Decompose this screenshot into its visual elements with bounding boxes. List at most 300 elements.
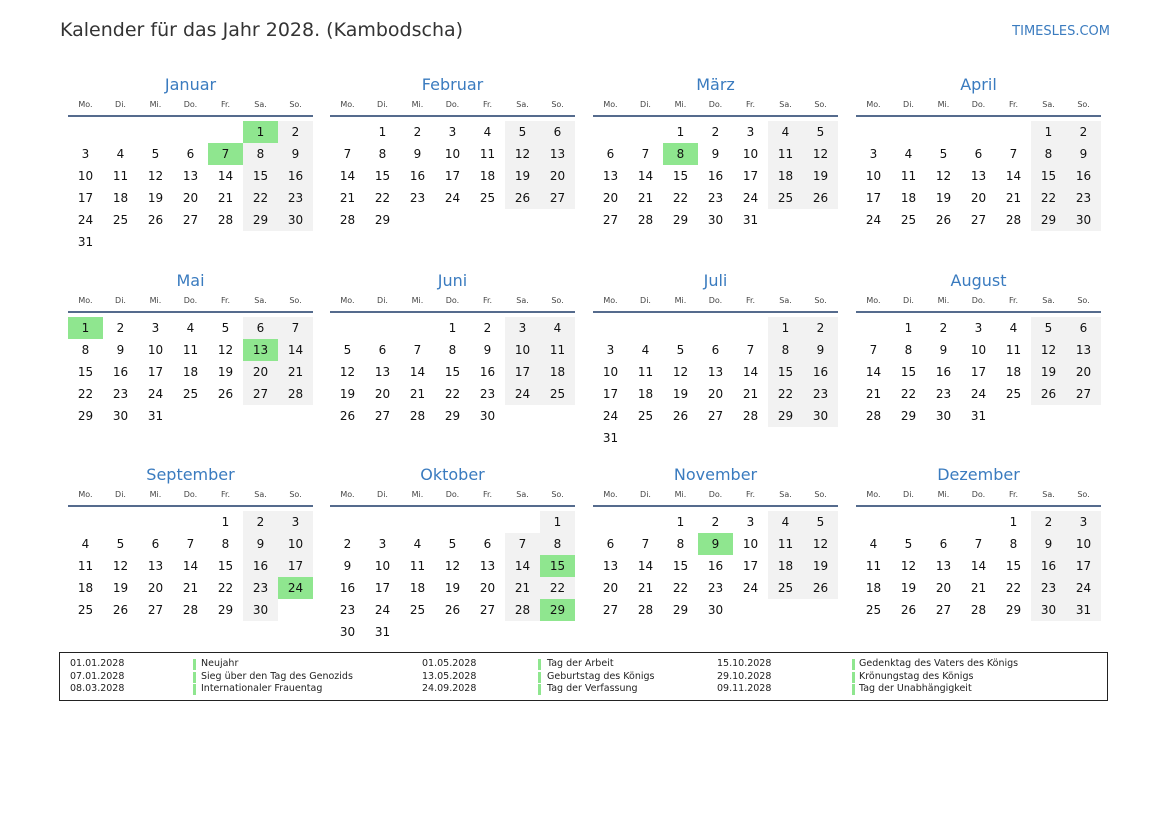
day-cell: 6 (606, 147, 615, 161)
day-cell: 4 (1009, 321, 1018, 335)
day-cell: 20 (707, 387, 724, 401)
day-cell: 3 (448, 125, 457, 139)
holiday-day-cell: 7 (208, 143, 243, 165)
holiday-marker (538, 659, 541, 670)
day-cell: 6 (378, 343, 387, 357)
day-cell: 18 (768, 165, 803, 187)
day-cell: 14 (217, 169, 234, 183)
day-cell: 16 (707, 559, 724, 573)
weekday-header: Mo. (340, 296, 355, 305)
day-cell: 31 (602, 431, 619, 445)
holiday-name: Tag der Unabhängigkeit (859, 683, 972, 694)
day-cell: 26 (339, 409, 356, 423)
day-cell: 14 (278, 339, 313, 361)
weekday-header: Di. (903, 296, 914, 305)
day-cell: 26 (505, 187, 540, 209)
day-cell: 29 (1005, 603, 1022, 617)
day-cell: 27 (970, 213, 987, 227)
day-cell: 14 (742, 365, 759, 379)
month-märz (593, 75, 838, 265)
holiday-day-cell: 24 (278, 577, 313, 599)
day-cell: 8 (768, 339, 803, 361)
day-cell: 15 (672, 169, 689, 183)
holiday-day-cell: 8 (663, 143, 698, 165)
day-cell: 30 (707, 603, 724, 617)
header-rule (593, 505, 838, 507)
weekday-header: Di. (640, 296, 651, 305)
day-cell: 16 (707, 169, 724, 183)
day-cell: 14 (182, 559, 199, 573)
weekday-header: Do. (971, 296, 986, 305)
day-cell: 14 (865, 365, 882, 379)
header-rule (68, 505, 313, 507)
day-cell: 24 (865, 213, 882, 227)
weekday-header: Fr. (220, 296, 231, 305)
weekday-header: Sa. (516, 296, 529, 305)
day-cell: 29 (77, 409, 94, 423)
holiday-date: 08.03.2028 (70, 683, 125, 694)
day-cell: 28 (970, 603, 987, 617)
day-cell: 29 (374, 213, 391, 227)
day-cell: 29 (672, 603, 689, 617)
day-cell: 17 (278, 555, 313, 577)
day-cell: 4 (116, 147, 125, 161)
day-cell: 20 (602, 581, 619, 595)
day-cell: 4 (768, 121, 803, 143)
day-cell: 22 (444, 387, 461, 401)
weekday-header: Do. (183, 296, 198, 305)
day-cell: 13 (602, 559, 619, 573)
day-cell: 11 (1005, 343, 1022, 357)
day-cell: 7 (641, 147, 650, 161)
day-cell: 1 (768, 317, 803, 339)
day-cell: 3 (606, 343, 615, 357)
day-cell: 16 (479, 365, 496, 379)
day-cell: 24 (505, 383, 540, 405)
day-cell: 5 (904, 537, 913, 551)
month-name: Februar (421, 75, 484, 94)
day-cell: 11 (768, 143, 803, 165)
day-cell: 23 (935, 387, 952, 401)
day-cell: 12 (444, 559, 461, 573)
holiday-date: 13.05.2028 (422, 670, 477, 682)
day-cell: 5 (803, 121, 838, 143)
day-cell: 15 (77, 365, 94, 379)
day-cell: 17 (602, 387, 619, 401)
day-cell: 26 (803, 187, 838, 209)
day-cell: 8 (1031, 143, 1066, 165)
day-cell: 10 (278, 533, 313, 555)
weekday-header: Fr. (220, 100, 231, 109)
holiday-date: 09.11.2028 (717, 683, 772, 694)
weekday-header: Fr. (1008, 100, 1019, 109)
day-cell: 14 (409, 365, 426, 379)
day-cell: 25 (540, 383, 575, 405)
day-cell: 16 (803, 361, 838, 383)
page-title: Kalender für das Jahr 2028. (Kambodscha) (60, 19, 464, 41)
day-cell: 12 (803, 143, 838, 165)
weekday-header: So. (1077, 296, 1090, 305)
day-cell: 7 (1009, 147, 1018, 161)
month-name: Juni (437, 271, 468, 290)
day-cell: 21 (182, 581, 199, 595)
day-cell: 31 (147, 409, 164, 423)
weekday-header: So. (289, 100, 302, 109)
day-cell: 27 (540, 187, 575, 209)
day-cell: 24 (602, 409, 619, 423)
day-cell: 4 (413, 537, 422, 551)
holiday-day-cell: 15 (540, 555, 575, 577)
day-cell: 18 (865, 581, 882, 595)
day-cell: 7 (869, 343, 878, 357)
day-cell: 29 (900, 409, 917, 423)
day-cell: 11 (768, 533, 803, 555)
day-cell: 31 (77, 235, 94, 249)
header-rule (330, 311, 575, 313)
day-cell: 28 (637, 603, 654, 617)
day-cell: 23 (803, 383, 838, 405)
day-cell: 25 (112, 213, 129, 227)
day-cell: 17 (865, 191, 882, 205)
holiday-name: Internationaler Frauentag (201, 683, 323, 694)
day-cell: 23 (112, 387, 129, 401)
weekday-header: Sa. (254, 100, 267, 109)
weekday-header: Mi. (149, 296, 162, 305)
site-link[interactable]: TIMESLES.COM (1012, 24, 1110, 39)
holiday-day-cell: 1 (68, 317, 103, 339)
weekday-header: Sa. (516, 100, 529, 109)
day-cell: 22 (540, 577, 575, 599)
weekday-header: Mo. (78, 100, 93, 109)
day-cell: 2 (243, 511, 278, 533)
day-cell: 16 (1066, 165, 1101, 187)
day-cell: 25 (768, 577, 803, 599)
day-cell: 10 (742, 537, 759, 551)
day-cell: 21 (217, 191, 234, 205)
day-cell: 23 (707, 581, 724, 595)
day-cell: 22 (77, 387, 94, 401)
day-cell: 13 (602, 169, 619, 183)
day-cell: 5 (505, 121, 540, 143)
day-cell: 14 (970, 559, 987, 573)
day-cell: 31 (970, 409, 987, 423)
month-name: Juli (703, 271, 728, 290)
month-name: Mai (176, 271, 205, 290)
day-cell: 12 (217, 343, 234, 357)
day-cell: 15 (243, 165, 278, 187)
day-cell: 31 (1066, 599, 1101, 621)
day-cell: 30 (935, 409, 952, 423)
day-cell: 24 (444, 191, 461, 205)
day-cell: 19 (803, 555, 838, 577)
day-cell: 6 (939, 537, 948, 551)
month-name: November (673, 465, 758, 484)
weekday-header: Fr. (482, 296, 493, 305)
holiday-day-cell: 13 (243, 339, 278, 361)
day-cell: 24 (970, 387, 987, 401)
day-cell: 23 (1031, 577, 1066, 599)
day-cell: 22 (1005, 581, 1022, 595)
day-cell: 8 (1009, 537, 1018, 551)
day-cell: 19 (803, 165, 838, 187)
day-cell: 17 (970, 365, 987, 379)
day-cell: 18 (77, 581, 94, 595)
day-cell: 8 (221, 537, 230, 551)
weekday-header: So. (1077, 100, 1090, 109)
day-cell: 18 (768, 555, 803, 577)
day-cell: 5 (803, 511, 838, 533)
header-rule (593, 311, 838, 313)
day-cell: 25 (637, 409, 654, 423)
day-cell: 6 (974, 147, 983, 161)
day-cell: 3 (278, 511, 313, 533)
weekday-header: Sa. (1042, 100, 1055, 109)
day-cell: 27 (602, 213, 619, 227)
day-cell: 11 (409, 559, 426, 573)
weekday-header: Mi. (149, 490, 162, 499)
day-cell: 8 (540, 533, 575, 555)
weekday-header: Fr. (482, 490, 493, 499)
day-cell: 26 (935, 213, 952, 227)
weekday-header: Sa. (516, 490, 529, 499)
day-cell: 5 (1031, 317, 1066, 339)
day-cell: 25 (768, 187, 803, 209)
holiday-marker (193, 684, 196, 695)
weekday-header: Mo. (603, 490, 618, 499)
weekday-header: Fr. (482, 100, 493, 109)
day-cell: 18 (112, 191, 129, 205)
day-cell: 19 (505, 165, 540, 187)
holiday-name: Neujahr (201, 658, 239, 669)
day-cell: 12 (1031, 339, 1066, 361)
day-cell: 17 (505, 361, 540, 383)
weekday-header: Mo. (866, 296, 881, 305)
weekday-header: Sa. (779, 100, 792, 109)
day-cell: 3 (974, 321, 983, 335)
day-cell: 22 (374, 191, 391, 205)
day-cell: 20 (147, 581, 164, 595)
holiday-name: Gedenktag des Vaters des Königs (859, 658, 1019, 669)
day-cell: 30 (278, 209, 313, 231)
weekday-header: Sa. (779, 490, 792, 499)
holiday-marker (852, 684, 855, 695)
weekday-header: Sa. (779, 296, 792, 305)
header-rule (856, 505, 1101, 507)
day-cell: 20 (182, 191, 199, 205)
weekday-header: Mo. (78, 296, 93, 305)
day-cell: 30 (243, 599, 278, 621)
day-cell: 16 (1031, 555, 1066, 577)
weekday-header: Do. (971, 100, 986, 109)
month-name: Oktober (420, 465, 485, 484)
day-cell: 3 (746, 125, 755, 139)
day-cell: 23 (339, 603, 356, 617)
weekday-header: Di. (640, 490, 651, 499)
day-cell: 27 (243, 383, 278, 405)
day-cell: 28 (865, 409, 882, 423)
weekday-header: Di. (115, 296, 126, 305)
day-cell: 20 (602, 191, 619, 205)
day-cell: 16 (112, 365, 129, 379)
weekday-header: Di. (640, 100, 651, 109)
day-cell: 7 (505, 533, 540, 555)
day-cell: 4 (768, 511, 803, 533)
day-cell: 28 (637, 213, 654, 227)
weekday-header: So. (1077, 490, 1090, 499)
day-cell: 19 (935, 191, 952, 205)
day-cell: 22 (900, 387, 917, 401)
day-cell: 10 (865, 169, 882, 183)
day-cell: 5 (221, 321, 230, 335)
day-cell: 6 (606, 537, 615, 551)
day-cell: 8 (448, 343, 457, 357)
weekday-header: Mi. (937, 490, 950, 499)
day-cell: 10 (602, 365, 619, 379)
day-cell: 11 (900, 169, 917, 183)
weekday-header: Mo. (603, 296, 618, 305)
day-cell: 29 (243, 209, 278, 231)
holiday-name: Tag der Verfassung (547, 683, 638, 694)
day-cell: 13 (1066, 339, 1101, 361)
day-cell: 6 (711, 343, 720, 357)
day-cell: 6 (1066, 317, 1101, 339)
weekday-header: Do. (708, 490, 723, 499)
day-cell: 11 (182, 343, 199, 357)
day-cell: 20 (243, 361, 278, 383)
day-cell: 21 (742, 387, 759, 401)
day-cell: 6 (151, 537, 160, 551)
day-cell: 4 (869, 537, 878, 551)
holiday-date: 01.05.2028 (422, 658, 477, 669)
day-cell: 27 (707, 409, 724, 423)
day-cell: 10 (1066, 533, 1101, 555)
day-cell: 28 (1005, 213, 1022, 227)
day-cell: 21 (637, 191, 654, 205)
day-cell: 20 (374, 387, 391, 401)
weekday-header: Mi. (937, 296, 950, 305)
weekday-header: So. (551, 100, 564, 109)
weekday-header: Di. (377, 296, 388, 305)
day-cell: 11 (77, 559, 94, 573)
holiday-marker (193, 659, 196, 670)
day-cell: 4 (540, 317, 575, 339)
day-cell: 25 (77, 603, 94, 617)
day-cell: 19 (444, 581, 461, 595)
day-cell: 22 (217, 581, 234, 595)
weekday-header: Fr. (1008, 490, 1019, 499)
day-cell: 27 (147, 603, 164, 617)
month-dezember (856, 465, 1101, 655)
day-cell: 17 (1066, 555, 1101, 577)
holiday-day-cell: 1 (243, 121, 278, 143)
day-cell: 23 (707, 191, 724, 205)
day-cell: 13 (935, 559, 952, 573)
day-cell: 5 (116, 537, 125, 551)
weekday-header: So. (814, 100, 827, 109)
day-cell: 18 (540, 361, 575, 383)
weekday-header: Di. (377, 100, 388, 109)
day-cell: 8 (243, 143, 278, 165)
day-cell: 9 (243, 533, 278, 555)
day-cell: 6 (243, 317, 278, 339)
day-cell: 25 (1005, 387, 1022, 401)
day-cell: 18 (479, 169, 496, 183)
day-cell: 17 (147, 365, 164, 379)
day-cell: 21 (339, 191, 356, 205)
day-cell: 4 (186, 321, 195, 335)
day-cell: 15 (768, 361, 803, 383)
day-cell: 27 (479, 603, 496, 617)
weekday-header: Do. (445, 490, 460, 499)
day-cell: 9 (711, 147, 720, 161)
day-cell: 2 (1066, 121, 1101, 143)
day-cell: 10 (444, 147, 461, 161)
day-cell: 27 (1066, 383, 1101, 405)
day-cell: 20 (479, 581, 496, 595)
day-cell: 9 (343, 559, 352, 573)
day-cell: 30 (1066, 209, 1101, 231)
weekday-header: Fr. (745, 490, 756, 499)
day-cell: 2 (711, 125, 720, 139)
header-rule (330, 505, 575, 507)
day-cell: 2 (939, 321, 948, 335)
weekday-header: Sa. (254, 296, 267, 305)
day-cell: 19 (147, 191, 164, 205)
day-cell: 20 (935, 581, 952, 595)
month-februar (330, 75, 575, 265)
day-cell: 4 (641, 343, 650, 357)
weekday-header: Sa. (1042, 490, 1055, 499)
day-cell: 30 (479, 409, 496, 423)
day-cell: 16 (409, 169, 426, 183)
day-cell: 22 (243, 187, 278, 209)
holiday-marker (538, 684, 541, 695)
day-cell: 20 (970, 191, 987, 205)
day-cell: 23 (479, 387, 496, 401)
day-cell: 1 (676, 515, 685, 529)
day-cell: 8 (378, 147, 387, 161)
day-cell: 8 (81, 343, 90, 357)
day-cell: 3 (151, 321, 160, 335)
day-cell: 24 (374, 603, 391, 617)
day-cell: 24 (77, 213, 94, 227)
weekday-header: So. (551, 296, 564, 305)
weekday-header: Mo. (866, 490, 881, 499)
day-cell: 5 (676, 343, 685, 357)
day-cell: 11 (540, 339, 575, 361)
day-cell: 29 (217, 603, 234, 617)
day-cell: 15 (1031, 165, 1066, 187)
weekday-header: Mo. (603, 100, 618, 109)
day-cell: 1 (540, 511, 575, 533)
day-cell: 3 (1066, 511, 1101, 533)
day-cell: 18 (900, 191, 917, 205)
weekday-header: Mi. (411, 490, 424, 499)
day-cell: 19 (1031, 361, 1066, 383)
day-cell: 5 (151, 147, 160, 161)
day-cell: 29 (1031, 209, 1066, 231)
day-cell: 24 (742, 581, 759, 595)
day-cell: 22 (672, 581, 689, 595)
weekday-header: Fr. (1008, 296, 1019, 305)
holiday-marker (193, 672, 196, 683)
day-cell: 24 (147, 387, 164, 401)
day-cell: 9 (116, 343, 125, 357)
holiday-date: 15.10.2028 (717, 658, 772, 669)
weekday-header: Do. (445, 100, 460, 109)
day-cell: 5 (343, 343, 352, 357)
day-cell: 1 (1009, 515, 1018, 529)
